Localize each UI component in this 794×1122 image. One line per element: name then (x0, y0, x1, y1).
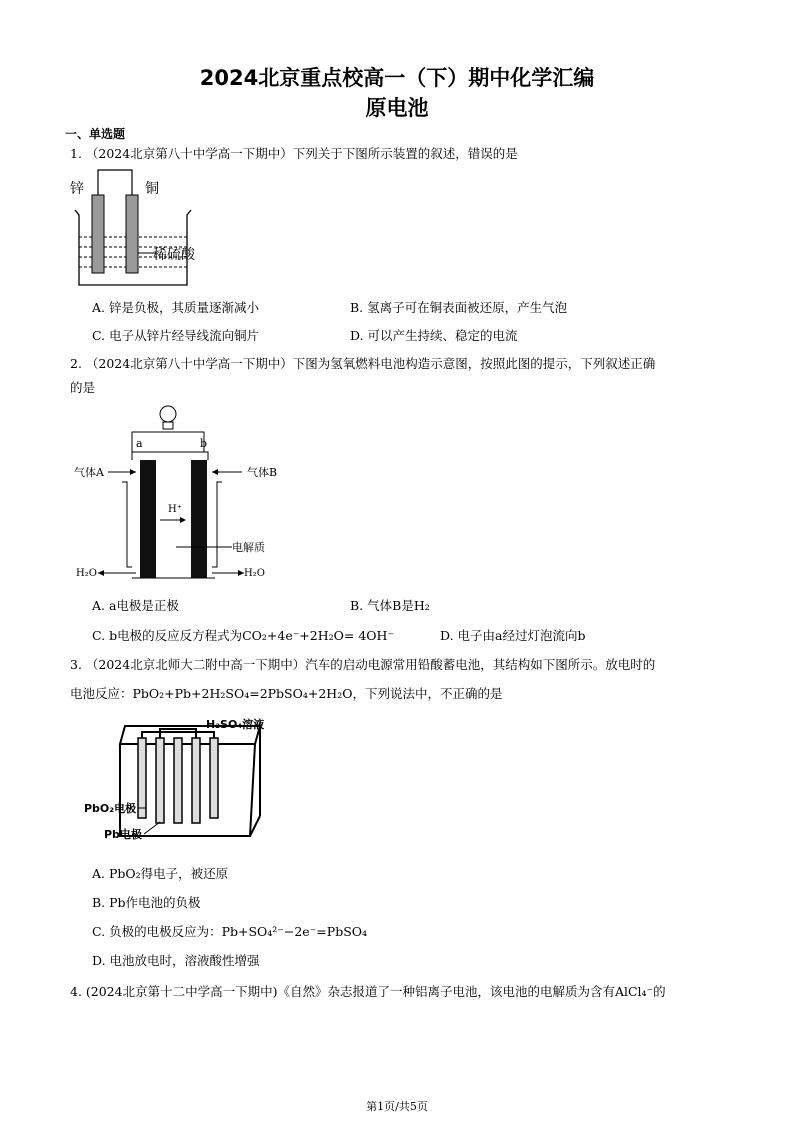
lead-acid-battery-figure (80, 716, 280, 846)
pb-electrode-label: Pb电极 (104, 828, 142, 841)
electrode-b-label: b (200, 437, 208, 450)
q3-option-b: B. Pb作电池的负极 (92, 895, 201, 910)
gas-a-label: 气体A (74, 466, 104, 479)
water-right-label: H₂O (244, 568, 265, 579)
q1-option-c: C. 电子从锌片经导线流向铜片 (92, 328, 260, 343)
q3-option-a: A. PbO₂得电子，被还原 (92, 866, 229, 881)
h2so4-label: H₂SO₄溶液 (206, 718, 265, 731)
document-subtitle: 原电池 (365, 96, 429, 120)
ion-label: H⁺ (168, 504, 182, 515)
question-2-stem: 2. （2024北京第八十中学高一下期中）下图为氢氧燃料电池构造示意图，按照此图的提示，下列叙述正确 (70, 356, 656, 371)
q3-option-c: C. 负极的电极反应为：Pb+SO₄²⁻−2e⁻=PbSO₄ (92, 924, 368, 939)
water-left-label: H₂O (76, 568, 97, 579)
zinc-copper-cell-figure (65, 165, 245, 295)
q1-option-b: B. 氢离子可在铜表面被还原，产生气泡 (350, 300, 568, 315)
zinc-label: 锌 (70, 181, 84, 197)
q2-option-b: B. 气体B是H₂ (350, 598, 430, 613)
pbo2-electrode-label: PbO₂电极 (84, 802, 137, 815)
copper-label: 铜 (145, 181, 159, 197)
bulb-icon (160, 406, 176, 422)
question-4-stem: 4. (2024北京第十二中学高一下期中)《自然》杂志报道了一种铝离子电池，该电池的电解质为含有AlCl₄⁻的 (70, 984, 666, 999)
electrolyte-label: 电解质 (232, 541, 265, 554)
fuel-cell-figure (72, 402, 292, 587)
q2-option-c: C. b电极的反应反方程式为CO₂+4e⁻+2H₂O= 4OH⁻ (92, 628, 395, 643)
question-1-stem: 1. （2024北京第八十中学高一下期中）下列关于下图所示装置的叙述，错误的是 (70, 146, 518, 161)
question-3-stem: 3. （2024北京北师大二附中高一下期中）汽车的启动电源常用铅酸蓄电池，其结构如下图所示。放电时的 (70, 657, 656, 672)
electrode-a (140, 460, 156, 578)
q1-option-d: D. 可以产生持续、稳定的电流 (350, 328, 518, 343)
q1-option-a: A. 锌是负极，其质量逐渐减小 (92, 300, 259, 315)
gas-b-label: 气体B (247, 466, 278, 479)
page-footer: 第1页/共5页 (366, 1100, 428, 1113)
electrode-a-label: a (136, 437, 143, 450)
electrode-b (191, 460, 207, 578)
q2-option-d: D. 电子由a经过灯泡流向b (440, 628, 586, 643)
question-2-stem-cont: 的是 (70, 380, 96, 395)
question-3-stem-cont: 电池反应：PbO₂+Pb+2H₂SO₄=2PbSO₄+2H₂O，下列说法中，不正确的是 (70, 686, 503, 701)
document-title: 2024北京重点校高一（下）期中化学汇编 (199, 66, 595, 90)
copper-electrode (126, 195, 138, 273)
acid-label: 稀硫酸 (153, 247, 195, 263)
zinc-electrode (92, 195, 104, 273)
q2-option-a: A. a电极是正极 (92, 598, 179, 613)
q3-option-d: D. 电池放电时，溶液酸性增强 (92, 953, 260, 968)
section-heading: 一、单选题 (65, 127, 126, 141)
